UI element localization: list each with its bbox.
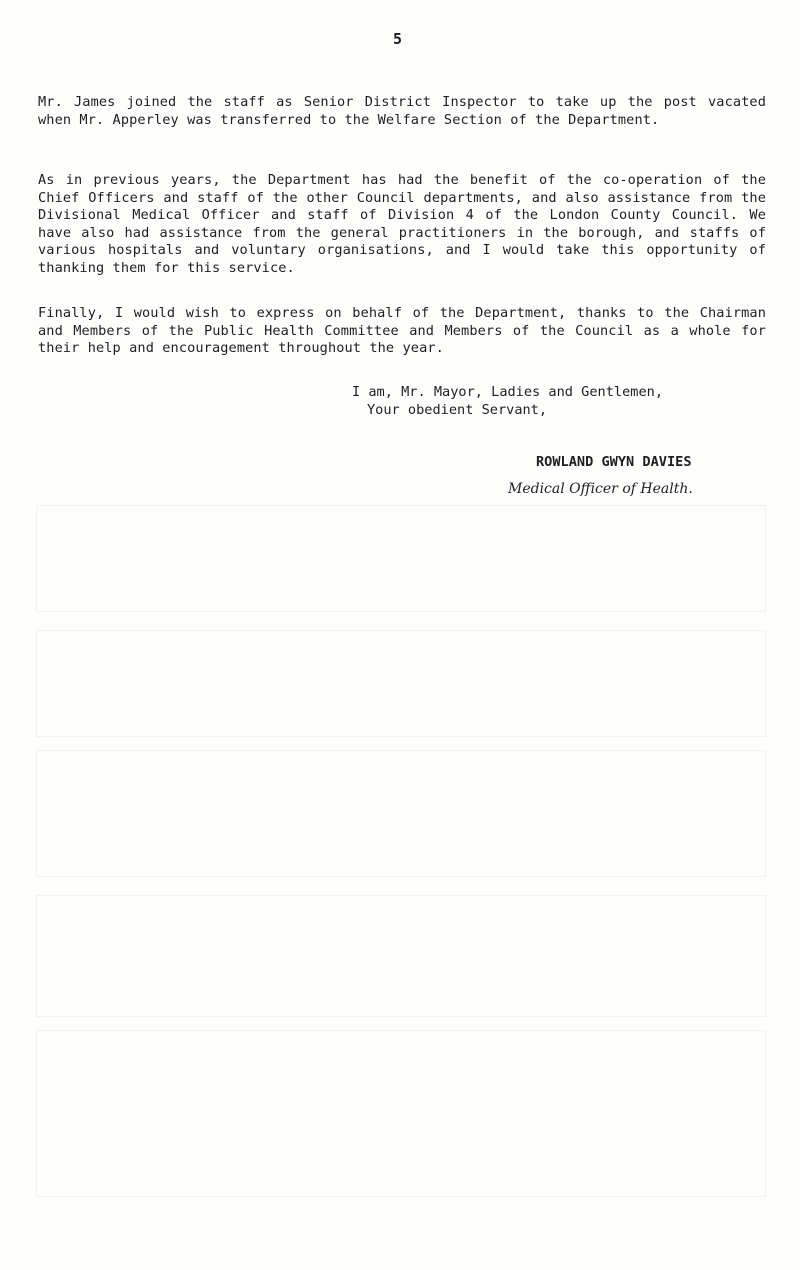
paragraph-staff-appointment: Mr. James joined the staff as Senior District Inspector to take up the post vacated when Mr. Apperley was transferred to the Welfare Section of the Department. [38, 94, 766, 128]
paragraph-thanks: Finally, I would wish to express on behalf of the Department, thanks to the Chairman and Members of the Public Health Committee and Members of the Council as a whole for their help and encouragement throughout the year. [38, 305, 766, 356]
paragraph-acknowledgements: As in previous years, the Department has had the benefit of the co-operation of the Chief Officers and staff of the other Council departments, and also assistance from the Divisional Medical Officer and staff of Division 4 of the London County Council. We have also had assistance from the general practitioners in the borough, and staffs of various hospitals and voluntary organisations, and I would take this opportunity of thanking them for this service. [38, 172, 766, 276]
bleed-through-table-3 [36, 750, 766, 877]
bleed-through-table-1 [36, 505, 766, 612]
bleed-through-table-2 [36, 630, 766, 737]
closing-valediction: Your obedient Servant, [367, 402, 548, 418]
page-number: 5 [393, 30, 403, 48]
signatory-name: ROWLAND GWYN DAVIES [536, 454, 692, 470]
bleed-through-table-5 [36, 1030, 766, 1197]
bleed-through-table-4 [36, 895, 766, 1017]
signatory-designation: Medical Officer of Health. [508, 481, 693, 497]
closing-salutation: I am, Mr. Mayor, Ladies and Gentlemen, [352, 384, 663, 400]
